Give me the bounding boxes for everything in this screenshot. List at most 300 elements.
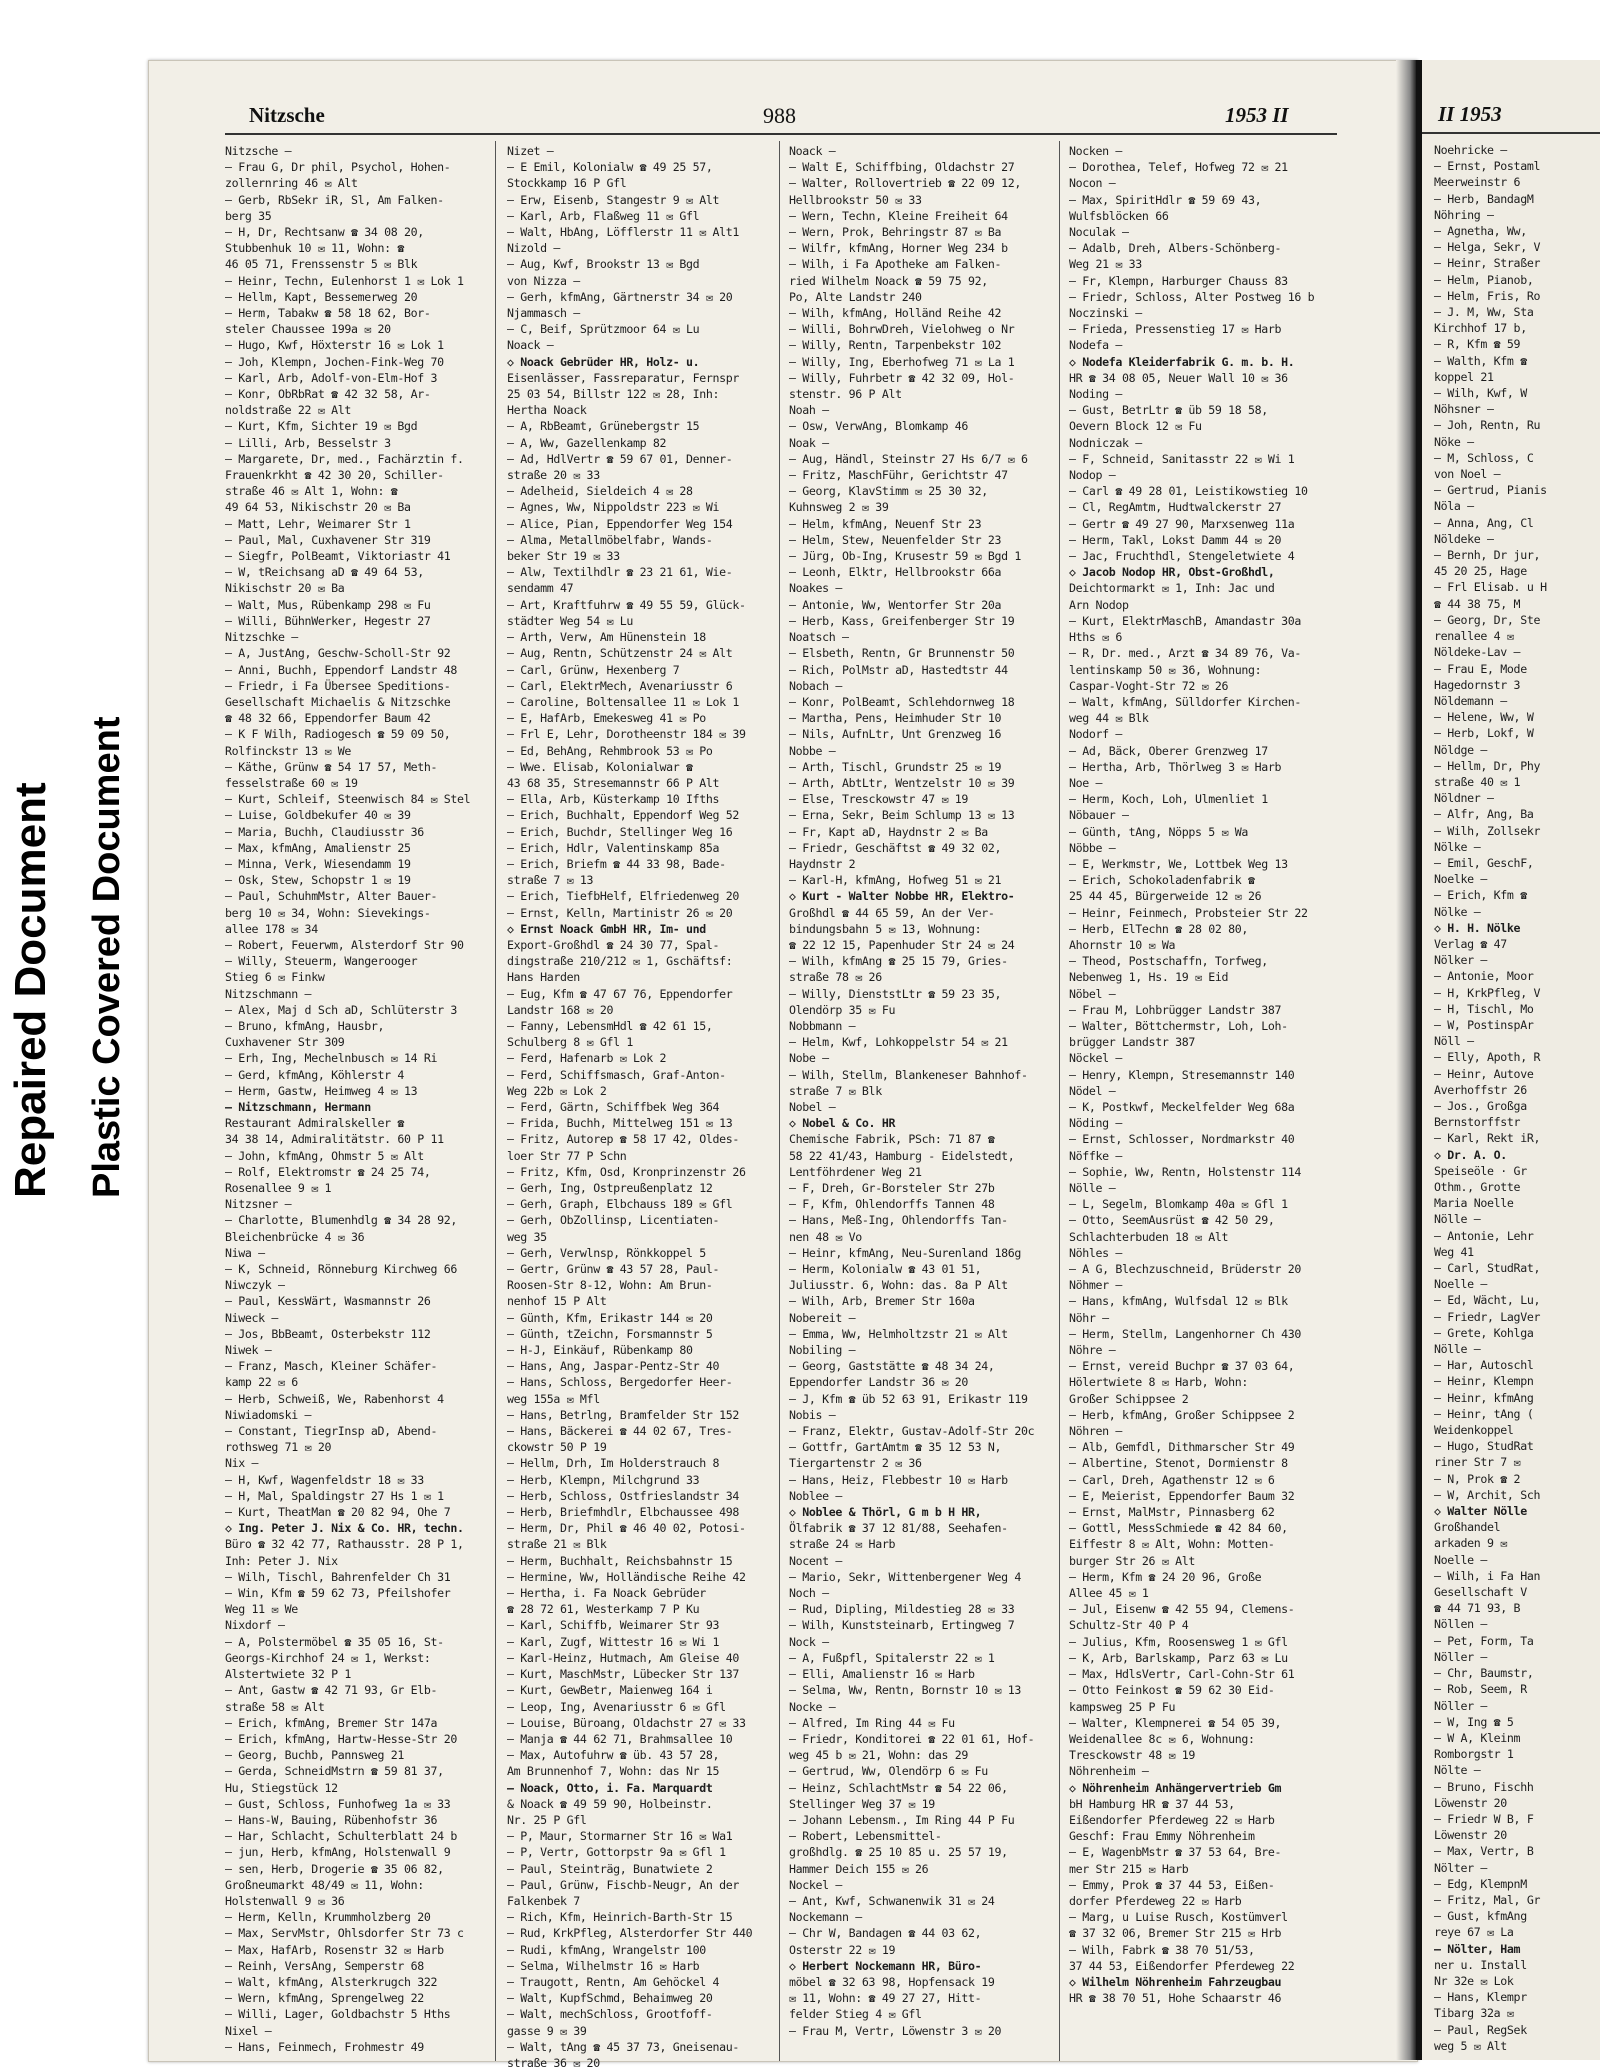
directory-entry-line: — K, Arb, Barlskamp, Parz 63 ✉ Lu <box>1069 1650 1288 1665</box>
directory-entry-line: Nöke — <box>1434 434 1474 449</box>
directory-entry-line: — Hertha, Arb, Thörlweg 3 ✉ Harb <box>1069 759 1282 774</box>
directory-entry-line: Nöldeke-Lav — <box>1434 645 1521 660</box>
directory-entry-line: Noehricke — <box>1434 143 1507 157</box>
directory-entry-line: — Friedr, Schloss, Alter Postweg 16 b <box>1069 289 1315 304</box>
directory-entry-line: Schlachterbuden 18 ✉ Alt <box>1069 1229 1229 1244</box>
directory-entry-line: Eisenlässer, Fassreparatur, Fernspr <box>507 370 740 385</box>
directory-entry-line: — L, Segelm, Blomkamp 40a ✉ Gfl 1 <box>1069 1197 1288 1212</box>
directory-column-1 <box>225 143 485 2055</box>
directory-entry-line: Nobbmann — <box>789 1018 856 1033</box>
directory-entry-line: — Fanny, LebensmHdl ☎ 42 61 15, <box>507 1018 713 1033</box>
directory-entry-line: Niwek — <box>225 1343 272 1358</box>
directory-entry-line: — Gerd, kfmAng, Köhlerstr 4 <box>225 1067 405 1082</box>
directory-entry-line: — Manja ☎ 44 62 71, Brahmsallee 10 <box>507 1731 733 1746</box>
directory-entry-line: Nodorf — <box>1069 727 1123 742</box>
directory-entry-line: straße 7 ✉ 13 <box>507 873 594 888</box>
directory-entry-line: Nöffke — <box>1069 1148 1123 1163</box>
directory-entry-line: 58 22 41/43, Hamburg - Eidelstedt, <box>789 1148 1015 1163</box>
directory-entry-line: — Wilh, i Fa Han <box>1434 1568 1541 1583</box>
directory-entry-line: weg 44 ✉ Blk <box>1069 711 1149 726</box>
directory-entry-line: Chemische Fabrik, PSch: 71 87 ☎ <box>789 1132 995 1147</box>
directory-entry-line: — Har, Schlacht, Schulterblatt 24 b <box>225 1829 458 1844</box>
header-rule <box>225 133 1337 135</box>
directory-entry-line: straße 58 ✉ Alt <box>225 1699 325 1714</box>
directory-entry-line: — Ernst, MalMstr, Pinnasberg 62 <box>1069 1505 1275 1520</box>
directory-entry-line: Nodefa — <box>1069 338 1123 353</box>
directory-entry-line: — Nölter, Ham <box>1434 1941 1521 1956</box>
directory-entry-line: 49 64 53, Nikischstr 20 ✉ Ba <box>225 500 411 515</box>
directory-entry-line: Meerweinstr 6 <box>1434 175 1521 190</box>
directory-entry-line: — Gertr ☎ 49 27 90, Marxsenweg 11a <box>1069 516 1295 531</box>
page-number: 988 <box>763 103 796 128</box>
directory-entry-line: Noblee — <box>789 1488 843 1503</box>
directory-entry-line: — Kurt, Schleif, Steenwisch 84 ✉ Stel <box>225 792 471 807</box>
directory-entry-line: — F, Schneid, Sanitasstr 22 ✉ Wi 1 <box>1069 451 1295 466</box>
directory-entry-line: Niwiadomski — <box>225 1407 312 1422</box>
directory-entry-line: straße 24 ✉ Harb <box>789 1537 896 1552</box>
directory-entry-line: Weg 11 ✉ We <box>225 1602 298 1617</box>
directory-entry-line: Juliusstr. 6, Wohn: das. 8a P Alt <box>789 1278 1008 1293</box>
directory-entry-line: — Gerda, SchneidMstrn ☎ 59 81 37, <box>225 1764 444 1779</box>
directory-entry-line: Nöbbe — <box>1069 840 1116 855</box>
directory-entry-line: Ölfabrik ☎ 37 12 81/88, Seehafen- <box>789 1521 1008 1536</box>
directory-entry-line: noldstraße 22 ✉ Alt <box>225 403 351 418</box>
directory-entry-line: Hths ✉ 6 <box>1069 630 1123 645</box>
directory-entry-line: ried Wilhelm Noack ☎ 59 75 92, <box>789 273 988 288</box>
directory-entry-line: Nölter — <box>1434 1860 1488 1875</box>
directory-entry-line: ☎ 22 12 15, Papenhuder Str 24 ✉ 24 <box>789 937 1015 952</box>
directory-entry-line: — Willi, BühnWerker, Hegestr 27 <box>225 613 431 628</box>
directory-entry-line: — Helm, Fris, Ro <box>1434 288 1541 303</box>
directory-entry-line: — Herm, Tabakw ☎ 58 18 62, Bor- <box>225 306 431 321</box>
directory-entry-line: Stockkamp 16 P Gfl <box>507 176 627 191</box>
directory-entry-line: ◇ Herbert Nockemann HR, Büro- <box>789 1958 982 1973</box>
directory-entry-line: Nöller — <box>1434 1698 1488 1713</box>
adjacent-page-head: II 1953 <box>1438 102 1502 126</box>
directory-entry-line: Weg 22b ✉ Lok 2 <box>507 1083 607 1098</box>
directory-entry-line: — Herm, Kolonialw ☎ 43 01 51, <box>789 1262 982 1277</box>
directory-entry-line: — Walt, kfmAng, Sülldorfer Kirchen- <box>1069 694 1302 709</box>
directory-entry-line: — Heinz, SchlachtMstr ☎ 54 22 06, <box>789 1780 1008 1795</box>
directory-entry-line: — Selma, Wilhelmstr 16 ✉ Harb <box>507 1958 700 1973</box>
directory-entry-line: — Willy, Steuerm, Wangerooger <box>225 954 418 969</box>
directory-entry-line: — Joh, Rentn, Ru <box>1434 418 1541 433</box>
directory-entry-line: — Pet, Form, Ta <box>1434 1633 1534 1648</box>
directory-entry-line: — Antonie, Ww, Wentorfer Str 20a <box>789 597 1002 612</box>
directory-entry-line: — A, JustAng, Geschw-Scholl-Str 92 <box>225 646 451 661</box>
directory-entry-line: — Alb, Gemfdl, Dithmarscher Str 49 <box>1069 1440 1295 1455</box>
directory-entry-line: — Heinr, Straßer <box>1434 256 1541 271</box>
directory-entry-line: ✉ 11, Wohn: ☎ 49 27 27, Hitt- <box>789 1991 982 2006</box>
directory-entry-line: Wulfsblöcken 66 <box>1069 208 1169 223</box>
directory-entry-line: — Gust, BetrLtr ☎ üb 59 18 58, <box>1069 403 1268 418</box>
directory-entry-line: — Friedr, Geschäftst ☎ 49 32 02, <box>789 840 1002 855</box>
directory-entry-line: Verlag ☎ 47 <box>1434 936 1507 951</box>
directory-entry-line: — Walt, KupfSchmd, Behaimweg 20 <box>507 1991 713 2006</box>
directory-entry-line: — Hermine, Ww, Holländische Reihe 42 <box>507 1569 746 1584</box>
directory-entry-line: Am Brunnenhof 7, Wohn: das Nr 15 <box>507 1764 720 1779</box>
directory-entry-line: — Hertha, i. Fa Noack Gebrüder <box>507 1586 706 1601</box>
directory-entry-line: — Herm, Takl, Lokst Damm 44 ✉ 20 <box>1069 532 1282 547</box>
directory-entry-line: — Alex, Maj d Sch aD, Schlüterstr 3 <box>225 1002 458 1017</box>
directory-entry-line: Hellbrookstr 50 ✉ 33 <box>789 192 922 207</box>
directory-entry-line: — Aug, Händl, Steinstr 27 Hs 6/7 ✉ 6 <box>789 451 1028 466</box>
directory-entry-line: — Ed, BehAng, Rehmbrook 53 ✉ Po <box>507 743 713 758</box>
directory-entry-line: — Carl ☎ 49 28 01, Leistikowstieg 10 <box>1069 484 1308 499</box>
directory-entry-line: allee 178 ✉ 34 <box>225 921 318 936</box>
directory-entry-line: Nizold — <box>507 241 561 256</box>
directory-entry-line: — Gertrud, Ww, Olendörp 6 ✉ Fu <box>789 1764 988 1779</box>
directory-entry-line: — Wilh, Tischl, Bahrenfelder Ch 31 <box>225 1569 451 1584</box>
directory-entry-line: — Walt, Mus, Rübenkamp 298 ✉ Fu <box>225 597 431 612</box>
directory-entry-line: Georgs-Kirchhof 24 ✉ 1, Werkst: <box>225 1650 431 1665</box>
directory-entry-line: steler Chaussee 199a ✉ 20 <box>225 322 391 337</box>
directory-entry-line: — Frau M, Lohbrügger Landstr 387 <box>1069 1002 1282 1017</box>
directory-entry-line: Noack — <box>789 144 836 158</box>
directory-entry-line: weg 5 ✉ Alt <box>1434 2038 1507 2053</box>
directory-entry-line: Schultz-Str 40 P 4 <box>1069 1618 1189 1633</box>
directory-entry-line: Stieg 6 ✉ Finkw <box>225 970 325 985</box>
directory-entry-line: — Leop, Ing, Avenariusstr 6 ✉ Gfl <box>507 1699 726 1714</box>
directory-column-adjacent <box>1434 142 1600 2054</box>
directory-entry-line: — Willy, Ing, Eberhofweg 71 ✉ La 1 <box>789 354 1015 369</box>
directory-entry-line: — Adalb, Dreh, Albers-Schönberg- <box>1069 241 1282 256</box>
directory-entry-line: — Erich, TiefbHelf, Elfriedenweg 20 <box>507 889 740 904</box>
directory-entry-line: — Max, SpiritHdlr ☎ 59 69 43, <box>1069 192 1262 207</box>
directory-entry-line: — Hans, Ang, Jaspar-Pentz-Str 40 <box>507 1359 720 1374</box>
directory-entry-line: Nitzschmann — <box>225 986 312 1001</box>
directory-entry-line: Bleichenbrücke 4 ✉ 36 <box>225 1229 365 1244</box>
directory-entry-line: Noelle — <box>1434 1552 1488 1567</box>
directory-entry-line: — Franz, Masch, Kleiner Schäfer- <box>225 1359 438 1374</box>
directory-entry-line: — Gust, Schloss, Funhofweg 1a ✉ 33 <box>225 1796 451 1811</box>
directory-entry-line: — E, HafArb, Emekesweg 41 ✉ Po <box>507 711 706 726</box>
directory-entry-line: — M, Schloss, C <box>1434 450 1534 465</box>
directory-entry-line: 46 05 71, Frenssenstr 5 ✉ Blk <box>225 257 418 272</box>
directory-column-4 <box>1069 143 1337 2006</box>
directory-entry-line: — Heinr, Techn, Eulenhorst 1 ✉ Lok 1 <box>225 273 464 288</box>
directory-entry-line: — E Emil, Kolonialw ☎ 49 25 57, <box>507 160 713 175</box>
directory-entry-line: — Frau G, Dr phil, Psychol, Hohen- <box>225 160 451 175</box>
directory-entry-line: — Wilh, Kunststeinarb, Ertingweg 7 <box>789 1618 1015 1633</box>
directory-entry-line: Nöhmer — <box>1069 1278 1123 1293</box>
directory-entry-line: städter Weg 54 ✉ Lu <box>507 613 633 628</box>
directory-entry-line: — Erich, Hdlr, Valentinskamp 85a <box>507 840 720 855</box>
directory-entry-line: — Friedr, Konditorei ☎ 22 01 61, Hof- <box>789 1731 1035 1746</box>
directory-entry-line: — Ernst, Schlosser, Nordmarkstr 40 <box>1069 1132 1295 1147</box>
directory-entry-line: ◇ Nöhrenheim Anhängervertrieb Gm <box>1069 1780 1282 1795</box>
directory-entry-line: 25 03 54, Billstr 122 ✉ 28, Inh: <box>507 387 720 402</box>
directory-column-3 <box>789 143 1053 2039</box>
directory-entry-line: — J, Kfm ☎ üb 52 63 91, Erikastr 119 <box>789 1391 1028 1406</box>
directory-entry-line: — Konr, ObRbRat ☎ 42 32 58, Ar- <box>225 387 431 402</box>
directory-entry-line: — Herm, Gastw, Heimweg 4 ✉ 13 <box>225 1083 418 1098</box>
directory-entry-line: Tiergartenstr 2 ✉ 36 <box>789 1456 922 1471</box>
directory-entry-line: Lentföhrdener Weg 21 <box>789 1164 922 1179</box>
directory-entry-line: — Fritz, Autorep ☎ 58 17 42, Oldes- <box>507 1132 740 1147</box>
directory-entry-line: — Arth, AbtLtr, Wentzelstr 10 ✉ 39 <box>789 775 1015 790</box>
directory-entry-line: — Günth, tZeichn, Forsmannstr 5 <box>507 1326 713 1341</box>
directory-entry-line: — Frieda, Pressenstieg 17 ✉ Harb <box>1069 322 1282 337</box>
directory-entry-line: — Rich, Kfm, Heinrich-Barth-Str 15 <box>507 1910 733 1925</box>
directory-entry-line: bH Hamburg HR ☎ 37 44 53, <box>1069 1796 1235 1811</box>
directory-entry-line: — Frida, Buchh, Mittelweg 151 ✉ 13 <box>507 1116 733 1131</box>
directory-entry-line: — Herb, Lokf, W <box>1434 726 1534 741</box>
directory-entry-line: Großneumarkt 48/49 ✉ 11, Wohn: <box>225 1877 424 1892</box>
directory-entry-line: — Nitzschmann, Hermann <box>225 1099 371 1114</box>
directory-entry-line: Nobach — <box>789 678 843 693</box>
directory-entry-line: Nöhrenheim — <box>1069 1764 1149 1779</box>
directory-entry-line: — Hans, Bäckerei ☎ 44 02 67, Tres- <box>507 1424 733 1439</box>
directory-entry-line: — H, Mal, Spaldingstr 27 Hs 1 ✉ 1 <box>225 1488 444 1503</box>
column-divider <box>779 141 780 2061</box>
directory-entry-line: — Arth, Verw, Am Hünenstein 18 <box>507 630 706 645</box>
directory-entry-line: — Wern, Prok, Behringstr 87 ✉ Ba <box>789 225 1002 240</box>
directory-entry-line: fesselstraße 60 ✉ 19 <box>225 775 358 790</box>
directory-entry-line: kampsweg 25 P Fu <box>1069 1699 1176 1714</box>
directory-entry-line: — Max, HafArb, Rosenstr 32 ✉ Harb <box>225 1942 444 1957</box>
directory-entry-line: — Gottfr, GartAmtm ☎ 35 12 53 N, <box>789 1440 1002 1455</box>
directory-entry-line: — Helm, Kwf, Lohkoppelstr 54 ✉ 21 <box>789 1035 1008 1050</box>
directory-entry-line: — Erna, Sekr, Beim Schlump 13 ✉ 13 <box>789 808 1015 823</box>
directory-entry-line: Deichtormarkt ✉ 1, Inh: Jac und <box>1069 581 1275 596</box>
directory-entry-line: — Herm, Buchhalt, Reichsbahnstr 15 <box>507 1553 733 1568</box>
directory-entry-line: — Else, Tresckowstr 47 ✉ 19 <box>789 792 969 807</box>
directory-entry-line: Nixel — <box>225 2023 272 2038</box>
directory-entry-line: — Minna, Verk, Wiesendamm 19 <box>225 856 411 871</box>
directory-column-2 <box>507 143 769 2071</box>
directory-entry-line: — K, Postkwf, Meckelfelder Weg 68a <box>1069 1099 1295 1114</box>
directory-entry-line: Nebenweg 1, Hs. 19 ✉ Eid <box>1069 970 1229 985</box>
directory-entry-line: — Wilh, Stellm, Blankeneser Bahnhof- <box>789 1067 1028 1082</box>
directory-entry-line: — Helene, Ww, W <box>1434 710 1534 725</box>
directory-entry-line: Kirchhof 17 b, <box>1434 321 1527 336</box>
directory-entry-line: Noelle — <box>1434 1277 1488 1292</box>
directory-entry-line: — N, Prok ☎ 2 <box>1434 1471 1521 1486</box>
directory-entry-line: — Heinr, kfmAng <box>1434 1390 1534 1405</box>
directory-entry-line: — Mario, Sekr, Wittenbergener Weg 4 <box>789 1569 1022 1584</box>
directory-entry-line: Großer Schippsee 2 <box>1069 1391 1189 1406</box>
directory-entry-line: — C, Beif, Sprützmoor 64 ✉ Lu <box>507 322 700 337</box>
directory-entry-line: Export-Großhdl ☎ 24 30 77, Spal- <box>507 937 720 952</box>
directory-entry-line: Nockel — <box>789 1877 843 1892</box>
directory-entry-line: — Herb, Klempn, Milchgrund 33 <box>507 1472 700 1487</box>
directory-entry-line: — Matt, Lehr, Weimarer Str 1 <box>225 516 411 531</box>
directory-entry-line: — F, Dreh, Gr-Borsteler Str 27b <box>789 1181 995 1195</box>
book-gutter <box>1396 60 1416 2060</box>
directory-entry-line: 37 44 53, Eißendorfer Pferdeweg 22 <box>1069 1958 1295 1973</box>
directory-entry-line: Weidenkoppel <box>1434 1423 1514 1438</box>
directory-entry-line: — Wilh, Arb, Bremer Str 160a <box>789 1294 975 1309</box>
directory-entry-line: — Hugo, StudRat <box>1434 1439 1534 1454</box>
directory-entry-line: — Jürg, Ob-Ing, Krusestr 59 ✉ Bgd 1 <box>789 549 1022 564</box>
directory-entry-line: — Gertr, Grünw ☎ 43 57 28, Paul- <box>507 1262 720 1277</box>
directory-entry-line: — Max, HdlsVertr, Carl-Cohn-Str 61 <box>1069 1667 1295 1682</box>
directory-entry-line: — Karl, Arb, Adolf-von-Elm-Hof 3 <box>225 370 438 385</box>
directory-entry-line: — Carl, Grünw, Hexenberg 7 <box>507 662 680 677</box>
directory-entry-line: — Grete, Kohlga <box>1434 1325 1534 1340</box>
directory-entry-line: Nöhren — <box>1069 1424 1123 1439</box>
directory-entry-line: weg 35 <box>507 1229 547 1244</box>
directory-entry-line: — Helga, Sekr, V <box>1434 240 1541 255</box>
directory-entry-line: — Herm, Koch, Loh, Ulmenliet 1 <box>1069 792 1268 807</box>
directory-entry-line: — sen, Herb, Drogerie ☎ 35 06 82, <box>225 1861 444 1876</box>
directory-entry-line: — Cl, RegAmtm, Hudtwalckerstr 27 <box>1069 500 1282 515</box>
directory-entry-line: — Ernst, Kelln, Martinistr 26 ✉ 20 <box>507 905 733 920</box>
directory-entry-line: Falkenbek 7 <box>507 1893 580 1908</box>
directory-entry-line: Nobis — <box>789 1407 836 1422</box>
directory-entry-line: Geschf: Frau Emmy Nöhrenheim <box>1069 1829 1255 1844</box>
directory-entry-line: — Kurt, GewBetr, Maienweg 164 i <box>507 1683 713 1698</box>
directory-entry-line: Nölle — <box>1069 1181 1116 1195</box>
directory-entry-line: dorfer Pferdeweg 22 ✉ Harb <box>1069 1893 1242 1908</box>
directory-entry-line: — Hans, Schloss, Bergedorfer Heer- <box>507 1375 733 1390</box>
repaired-document-label: Repaired Document <box>6 782 55 1198</box>
directory-entry-line: riner Str 7 ✉ <box>1434 1455 1521 1470</box>
directory-entry-line: — Caroline, Boltensallee 11 ✉ Lok 1 <box>507 694 740 709</box>
directory-entry-line: loer Str 77 P Schn <box>507 1148 627 1163</box>
directory-entry-line: Nobbe — <box>789 743 836 758</box>
directory-entry-line: — W, tReichsang aD ☎ 49 64 53, <box>225 565 424 580</box>
directory-entry-line: — Paul, SchuhmMstr, Alter Bauer- <box>225 889 438 904</box>
directory-entry-line: — Franz, Elektr, Gustav-Adolf-Str 20c <box>789 1424 1035 1439</box>
directory-entry-line: — Herb, kfmAng, Großer Schippsee 2 <box>1069 1407 1295 1422</box>
directory-entry-line: Noczinski — <box>1069 306 1142 321</box>
directory-entry-line: — Nils, AufnLtr, Unt Grenzweg 16 <box>789 727 1002 742</box>
directory-entry-line: Nocke — <box>789 1699 836 1714</box>
directory-entry-line: — Ferd, Schiffsmasch, Graf-Anton- <box>507 1067 726 1082</box>
directory-entry-line: — Karl, Schiffb, Weimarer Str 93 <box>507 1618 720 1633</box>
directory-entry-line: — Alfr, Ang, Ba <box>1434 807 1534 822</box>
directory-entry-line: Nölte — <box>1434 1763 1481 1778</box>
directory-entry-line: — Jul, Eisenw ☎ 42 55 94, Clemens- <box>1069 1602 1295 1617</box>
directory-entry-line: — Louise, Büroang, Oldachstr 27 ✉ 33 <box>507 1715 746 1730</box>
directory-entry-line: Nixdorf — <box>225 1618 285 1633</box>
directory-entry-line: — Jos, BbBeamt, Osterbekstr 112 <box>225 1326 431 1341</box>
directory-entry-line: — Herb, Briefmhdlr, Elbchaussee 498 <box>507 1505 740 1520</box>
directory-entry-line: Nölke — <box>1434 904 1481 919</box>
directory-entry-line: — Gerh, ObZollinsp, Licentiaten- <box>507 1213 720 1228</box>
directory-entry-line: Gesellschaft Michaelis & Nitzschke <box>225 694 451 709</box>
directory-entry-line: — Gerh, kfmAng, Gärtnerstr 34 ✉ 20 <box>507 289 733 304</box>
directory-entry-line: — Herb, Kass, Greifenberger Str 19 <box>789 613 1015 628</box>
directory-entry-line: — Win, Kfm ☎ 59 62 73, Pfeilshofer <box>225 1586 451 1601</box>
directory-entry-line: arkaden 9 ✉ <box>1434 1536 1507 1551</box>
directory-entry-line: — Charlotte, Blumenhdlg ☎ 34 28 92, <box>225 1213 458 1228</box>
directory-entry-line: Noe — <box>1069 775 1103 790</box>
directory-entry-line: — Herb, ElTechn ☎ 28 02 80, <box>1069 921 1249 936</box>
directory-entry-line: kamp 22 ✉ 6 <box>225 1375 298 1390</box>
directory-entry-line: — Noack, Otto, i. Fa. Marquardt <box>507 1780 713 1795</box>
directory-entry-line: — Hans, Klempr <box>1434 1990 1527 2005</box>
directory-entry-line: Nr 32e ✉ Lok <box>1434 1973 1514 1988</box>
directory-entry-line: Gesellschaft V <box>1434 1585 1527 1600</box>
directory-entry-line: — Frl E, Lehr, Dorotheenstr 184 ✉ 39 <box>507 727 746 742</box>
directory-entry-line: — Max, ServMstr, Ohlsdorfer Str 73 c <box>225 1926 464 1941</box>
directory-entry-line: stenstr. 96 P Alt <box>789 387 902 402</box>
directory-entry-line: mer Str 215 ✉ Harb <box>1069 1861 1189 1876</box>
directory-entry-line: Noak — <box>789 435 829 450</box>
directory-entry-line: — Antonie, Moor <box>1434 969 1534 984</box>
directory-entry-line: Nobe — <box>789 1051 829 1066</box>
directory-entry-line: Nocent — <box>789 1553 843 1568</box>
directory-entry-line: 25 44 45, Bürgerweide 12 ✉ 26 <box>1069 889 1262 904</box>
directory-entry-line: — Arth, Tischl, Grundstr 25 ✉ 19 <box>789 759 1002 774</box>
directory-entry-line: — Walt, mechSchloss, Grootfoff- <box>507 2007 713 2022</box>
directory-entry-line: von Nizza — <box>507 273 580 288</box>
directory-entry-line: ◇ Dr. A. O. <box>1434 1147 1507 1162</box>
directory-entry-line: — P, Maur, Stormarner Str 16 ✉ Wa1 <box>507 1829 733 1844</box>
directory-entry-line: Nöbauer — <box>1069 808 1129 823</box>
directory-entry-line: 34 38 14, Admiralitätstr. 60 P 11 <box>225 1132 444 1147</box>
directory-entry-line: — Ella, Arb, Küsterkamp 10 Ifths <box>507 792 720 807</box>
directory-entry-line: — Ferd, Gärtn, Schiffbek Weg 364 <box>507 1099 720 1114</box>
directory-entry-line: — A, RbBeamt, Grünebergstr 15 <box>507 419 700 434</box>
directory-entry-line: renallee 4 ✉ <box>1434 629 1514 644</box>
directory-entry-line: — Siegfr, PolBeamt, Viktoriastr 41 <box>225 549 451 564</box>
directory-entry-line: — Robert, Feuerwm, Alsterdorf Str 90 <box>225 937 464 952</box>
directory-entry-line: — Rich, PolMstr aD, Hastedtstr 44 <box>789 662 1008 677</box>
directory-entry-line: — Emil, GeschF, <box>1434 855 1534 870</box>
directory-entry-line: — Agnes, Ww, Nippoldstr 223 ✉ Wi <box>507 500 720 515</box>
directory-entry-line: — Luise, Goldbekufer 40 ✉ 39 <box>225 808 411 823</box>
directory-entry-line: Weg 41 <box>1434 1244 1474 1259</box>
directory-entry-line: Nodniczak — <box>1069 435 1142 450</box>
directory-entry-line: Nölke — <box>1434 839 1481 854</box>
directory-entry-line: — Herm, Kfm ☎ 24 20 96, Große <box>1069 1569 1262 1584</box>
directory-entry-line: Noelke — <box>1434 872 1488 887</box>
directory-entry-line: — Jos., Großga <box>1434 1098 1527 1113</box>
directory-entry-line: Nockemann — <box>789 1910 862 1925</box>
directory-entry-line: — Georg, Buchb, Pannsweg 21 <box>225 1748 405 1763</box>
directory-entry-line: 45 20 25, Hage <box>1434 564 1527 579</box>
directory-entry-line: ckowstr 50 P 19 <box>507 1440 607 1455</box>
directory-entry-line: Stubbenhuk 10 ✉ 11, Wohn: ☎ <box>225 241 405 256</box>
directory-entry-line: Othm., Grotte <box>1434 1180 1521 1194</box>
directory-entry-line: — Antonie, Lehr <box>1434 1228 1534 1243</box>
directory-entry-line: — Herb, BandagM <box>1434 191 1534 206</box>
directory-entry-line: Nöldemann — <box>1434 693 1507 708</box>
directory-entry-line: — Gerh, Graph, Elbchauss 189 ✉ Gfl <box>507 1197 733 1212</box>
directory-entry-line: — Walt, HbAng, Löfflerstr 11 ✉ Alt1 <box>507 225 740 240</box>
directory-entry-line: — Frl Elisab. u H <box>1434 580 1547 595</box>
directory-entry-line: — Herm, Dr, Phil ☎ 46 40 02, Potosi- <box>507 1521 746 1536</box>
directory-entry-line: — E, Meierist, Eppendorfer Baum 32 <box>1069 1488 1295 1503</box>
directory-entry-line: straße 46 ✉ Alt 1, Wohn: ☎ <box>225 484 398 499</box>
directory-entry-line: — Fr, Kapt aD, Haydnstr 2 ✉ Ba <box>789 824 988 839</box>
directory-entry-line: — Wilh, kfmAng ☎ 25 15 79, Gries- <box>789 954 1008 969</box>
directory-entry-line: — Henry, Klempn, Stresemannstr 140 <box>1069 1067 1295 1082</box>
directory-entry-line: Nitzsner — <box>225 1197 292 1212</box>
directory-entry-line: — Erich, Kfm ☎ <box>1434 888 1527 903</box>
directory-entry-line: — Maria, Buchh, Claudiusstr 36 <box>225 824 424 839</box>
directory-entry-line: ◇ Noblee & Thörl, G m b H HR, <box>789 1505 982 1520</box>
directory-entry-line: — Heinr, tAng ( <box>1434 1406 1534 1421</box>
directory-entry-line: — Alfred, Im Ring 44 ✉ Fu <box>789 1715 955 1730</box>
directory-entry-line: Löwenstr 20 <box>1434 1795 1507 1810</box>
directory-entry-line: — W A, Kleinm <box>1434 1730 1521 1745</box>
directory-entry-line: — Anni, Buchh, Eppendorf Landstr 48 <box>225 662 458 677</box>
directory-entry-line: — H, Kwf, Wagenfeldstr 18 ✉ 33 <box>225 1472 424 1487</box>
directory-entry-line: Nöll — <box>1434 1034 1474 1049</box>
directory-entry-line: Nodop — <box>1069 468 1116 483</box>
directory-entry-line: straße 40 ✉ 1 <box>1434 774 1521 789</box>
directory-entry-line: Noah — <box>789 403 829 418</box>
directory-entry-line: reye 67 ✉ La <box>1434 1925 1514 1940</box>
directory-entry-line: Nölle — <box>1434 1342 1481 1357</box>
directory-entry-line: — Friedr W B, F <box>1434 1811 1534 1826</box>
directory-entry-line: — Gertrud, Pianis <box>1434 483 1547 498</box>
